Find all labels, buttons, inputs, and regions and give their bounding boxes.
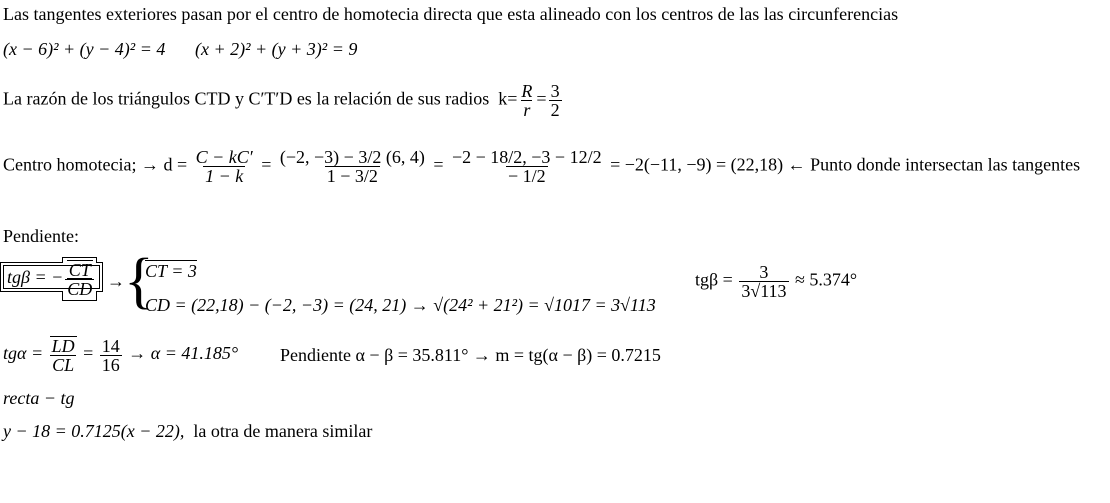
brace-icon: { bbox=[124, 247, 154, 315]
ratio-line bbox=[3, 82, 564, 119]
final-text: la otra de manera similar bbox=[193, 421, 373, 441]
tgalpha-line: tgα = $\frac{LD}{CL}$ = $\frac{14}{16}$ → α = 41.185° bbox=[3, 335, 239, 375]
tgbeta-definition bbox=[3, 260, 100, 298]
tgbeta-box: tgβ = − $\frac{CT}{CD}$ bbox=[3, 265, 100, 289]
ct-equation: CT = 3 bbox=[145, 261, 197, 281]
final-equation: y − 18 = 0.7125(x − 22), bbox=[3, 421, 185, 441]
tgalpha-fraction-1: $\frac{LD}{CL}$ bbox=[51, 336, 75, 375]
ratio-fraction-32: $\frac{3}{2}$ bbox=[550, 81, 560, 120]
final-line bbox=[3, 421, 372, 441]
centro-result: = −2(−11, −9) = (22,18) ← Punto donde intersectan las tangentes bbox=[610, 154, 1081, 175]
ratio-text: La razón de los triángulos CTD y C′T′D es la relación de sus radios bbox=[3, 88, 490, 109]
arrow-icon: → bbox=[107, 271, 125, 291]
pendiente-diff: Pendiente α − β = 35.811° → m = tg(α − β) = 0.7215 bbox=[280, 345, 661, 365]
ratio-k: k= bbox=[498, 88, 518, 109]
recta-label: recta − tg bbox=[3, 388, 75, 408]
centro-homotecia-line: Centro homotecia; → d = $\frac{C - kC'}{1 - k}$ = $\frac{(-2, -3) - 3/2 (6, 4)}{1 - 3/2}$ = $\frac{-2 - 18/2, -3 - 12/2}{- 1/2}$ = −2(−11, −9) = (22,18) ← Punto donde intersectan las tangentes bbox=[3, 147, 1081, 186]
centro-label: Centro homotecia; → d = bbox=[3, 154, 188, 175]
tgbeta-fraction: $\frac{CT}{CD}$ bbox=[67, 260, 93, 299]
pendiente-label: Pendiente: bbox=[3, 226, 79, 246]
circle-equation-1: (x − 6)² + (y − 4)² = 4 bbox=[3, 39, 166, 59]
centro-fraction-1: $\frac{C - kC'}{1 - k}$ bbox=[195, 147, 253, 186]
centro-fraction-2: $\frac{(-2, -3) - 3/2 (6, 4)}{1 - 3/2}$ bbox=[279, 147, 425, 186]
circle-equation-2: (x + 2)² + (y + 3)² = 9 bbox=[195, 39, 358, 59]
centro-fraction-3: $\frac{-2 - 18/2, -3 - 12/2}{- 1/2}$ bbox=[451, 147, 602, 186]
intro-text: Las tangentes exteriores pasan por el centro de homotecia directa que esta alineado con los centros de las las circunferencias bbox=[3, 4, 899, 24]
cd-equation: CD = (22,18) − (−2, −3) = (24, 21) → √(24² + 21²) = √1017 = 3√113 bbox=[145, 295, 656, 315]
tgbeta-value-fraction: $\frac{3}{3√113}$ bbox=[741, 262, 787, 301]
tgbeta-value: tgβ = $\frac{3}{3√113}$ ≈ 5.374° bbox=[695, 262, 858, 301]
tgalpha-fraction-2: $\frac{14}{16}$ bbox=[101, 335, 120, 375]
ratio-fraction-Rr: $\frac{R}{r}$ bbox=[521, 81, 533, 120]
ratio-equals: = bbox=[536, 88, 547, 109]
